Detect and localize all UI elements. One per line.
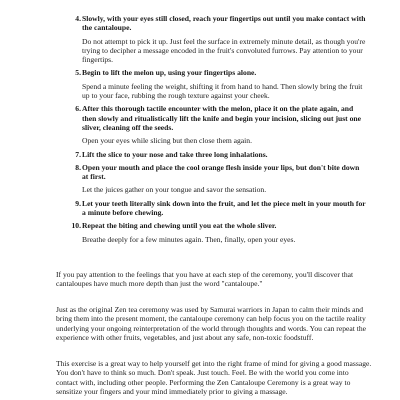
step-item [67,104,367,145]
step-number: 7. [75,149,81,159]
step-item [67,221,367,244]
step-heading [67,104,367,132]
step-number: 5. [75,68,81,78]
numbered-steps-list [67,14,367,248]
body-paragraph: Just as the original Zen tea ceremony was used by Samurai warriors in Japan to calm their minds and bring them into the present moment, the cantaloupe ceremony can help focus you on the tactile reality underlying your ongoing reinterpretation of the world through thoughts and words. You can repeat the experience with other fruits, vegetables, and just about any safe, non-toxic foodstuff. [56,305,367,342]
step-heading-text: Slowly, with your eyes still closed, reach your fingertips out until you make contact with the cantaloupe. [82,14,366,33]
step-item [67,199,367,218]
step-item [67,150,367,159]
step-heading-text: Lift the slice to your nose and take three long inhalations. [82,149,268,159]
step-heading-text: Let your teeth literally sink down into the fruit, and let the piece melt in your mouth for a minute before chewing. [82,198,366,218]
step-body: Spend a minute feeling the weight, shifting it from hand to hand. Then slowly bring the fruit up to your face, rubbing the rough texture against your cheek. [82,81,363,101]
step-number: 4. [75,14,81,23]
step-item [67,163,367,195]
step-body: Open your eyes while slicing but then close them again. [82,136,252,146]
step-number: 10. [71,221,81,231]
step-number: 8. [75,162,81,172]
step-heading [67,221,367,230]
step-heading-text: Open your mouth and place the cool orange flesh inside your lips, but don't bite down at first. [82,162,360,182]
step-heading [67,163,367,182]
step-heading-text: Repeat the biting and chewing until you eat the whole sliver. [82,221,277,231]
body-paragraph: If you pay attention to the feelings that you have at each step of the ceremony, you'll discover that cantaloupes have much more depth than just the word "cantaloupe." [56,270,354,289]
step-heading [67,199,367,218]
step-heading [67,150,367,159]
step-item [67,14,367,64]
step-heading [67,68,367,77]
step-item [67,68,367,100]
step-body: Do not attempt to pick it up. Just feel the surface in extremely minute detail, as though you're trying to decipher a message encoded in the fruit's convoluted furrows. Pay attention to your fingertips. [82,36,366,65]
step-heading-text: Begin to lift the melon up, using your fingertips alone. [82,68,257,78]
step-number: 9. [75,198,81,208]
step-heading [67,14,367,33]
step-body: Let the juices gather on your tongue and savor the sensation. [82,185,267,195]
step-heading-text: After this thorough tactile encounter with the melon, place it on the plate again, and then slowly and ritualistically lift the knife and begin your incision, slicing out just one sliver, cleaning off the seeds. [82,104,361,132]
step-body: Breathe deeply for a few minutes again. Then, finally, open your eyes. [82,234,296,244]
step-number: 6. [75,104,81,114]
body-paragraph: This exercise is a great way to help yourself get into the right frame of mind for giving a good massage. You don't have to think so much. Don't speak. Just touch. Feel. Be with the world you come into contact with, including other people. Performing the Zen Cantaloupe Ceremony is a great way to sensitize your fingers and your mind immediately prior to giving a massage. [56,359,372,396]
